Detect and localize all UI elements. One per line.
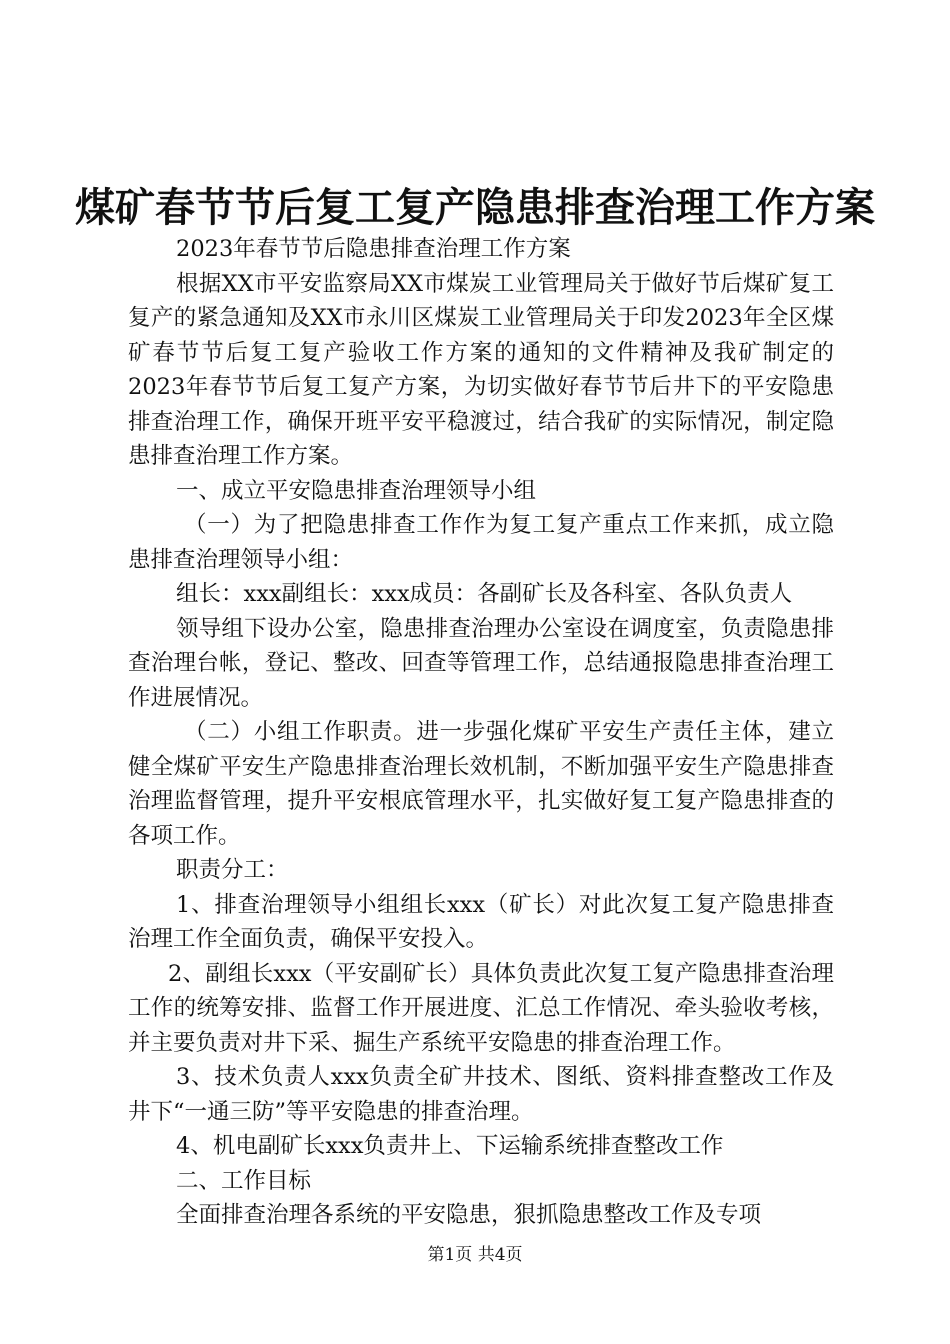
page-number-footer: 第1页 共4页 [427, 1245, 523, 1265]
paragraph-intro: 根据XX市平安监察局XX市煤炭工业管理局关于做好节后煤矿复工复产的紧急通知及XX市永川区煤炭工业管理局关于印发2023年全区煤矿春节节后复工复产验收工作方案的通知的文件精神及我矿制定的2023年春节节后复工复产方案，为切实做好春节节后井下的平安隐患排查治理工作，确保开班平安平稳渡过，结合我矿的实际情况，制定隐患排查治理工作方案。 [128, 270, 834, 469]
heading-section-1: 一、成立平安隐患排查治理领导小组 [176, 477, 537, 504]
list-item-4: 4、机电副矿长xxx负责井上、下运输系统排查整改工作 [176, 1133, 724, 1159]
paragraph-subtitle: 2023年春节节后隐患排查治理工作方案 [176, 236, 571, 262]
paragraph-group-members: 组长：xxx副组长：xxx成员：各副矿长及各科室、各队负责人 [176, 581, 793, 607]
paragraph-office: 领导组下设办公室，隐患排查治理办公室设在调度室，负责隐患排查治理台帐，登记、整改、回查等管理工作，总结通报隐患排查治理工作进展情况。 [128, 615, 834, 711]
heading-section-2: 二、工作目标 [176, 1167, 312, 1194]
document-title: 煤矿春节节后复工复产隐患排查治理工作方案 [75, 184, 875, 231]
paragraph-group-duties: （二）小组工作职责。进一步强化煤矿平安生产责任主体，建立健全煤矿平安生产隐患排查治理长效机制，不断加强平安生产隐患排查治理监督管理，提升平安根底管理水平，扎实做好复工复产隐患排查的各项工作。 [128, 719, 834, 849]
list-item-2: 2、副组长xxx（平安副矿长）具体负责此次复工复产隐患排查治理工作的统筹安排、监督工作开展进度、汇总工作情况、牵头验收考核，并主要负责对井下采、掘生产系统平安隐患的排查治理工作。 [128, 960, 834, 1056]
heading-division: 职责分工： [176, 857, 289, 883]
paragraph-goals: 全面排查治理各系统的平安隐患，狠抓隐患整改工作及专项 [176, 1202, 762, 1228]
document-body [128, 232, 834, 1233]
list-item-1: 1、排查治理领导小组组长xxx（矿长）对此次复工复产隐患排查治理工作全面负责，确保平安投入。 [128, 891, 834, 952]
list-item-3: 3、技术负责人xxx负责全矿井技术、图纸、资料排查整改工作及井下“一通三防”等平安隐患的排查治理。 [128, 1064, 834, 1125]
paragraph-group-formation: （一）为了把隐患排查工作作为复工复产重点工作来抓，成立隐患排查治理领导小组： [128, 512, 834, 573]
